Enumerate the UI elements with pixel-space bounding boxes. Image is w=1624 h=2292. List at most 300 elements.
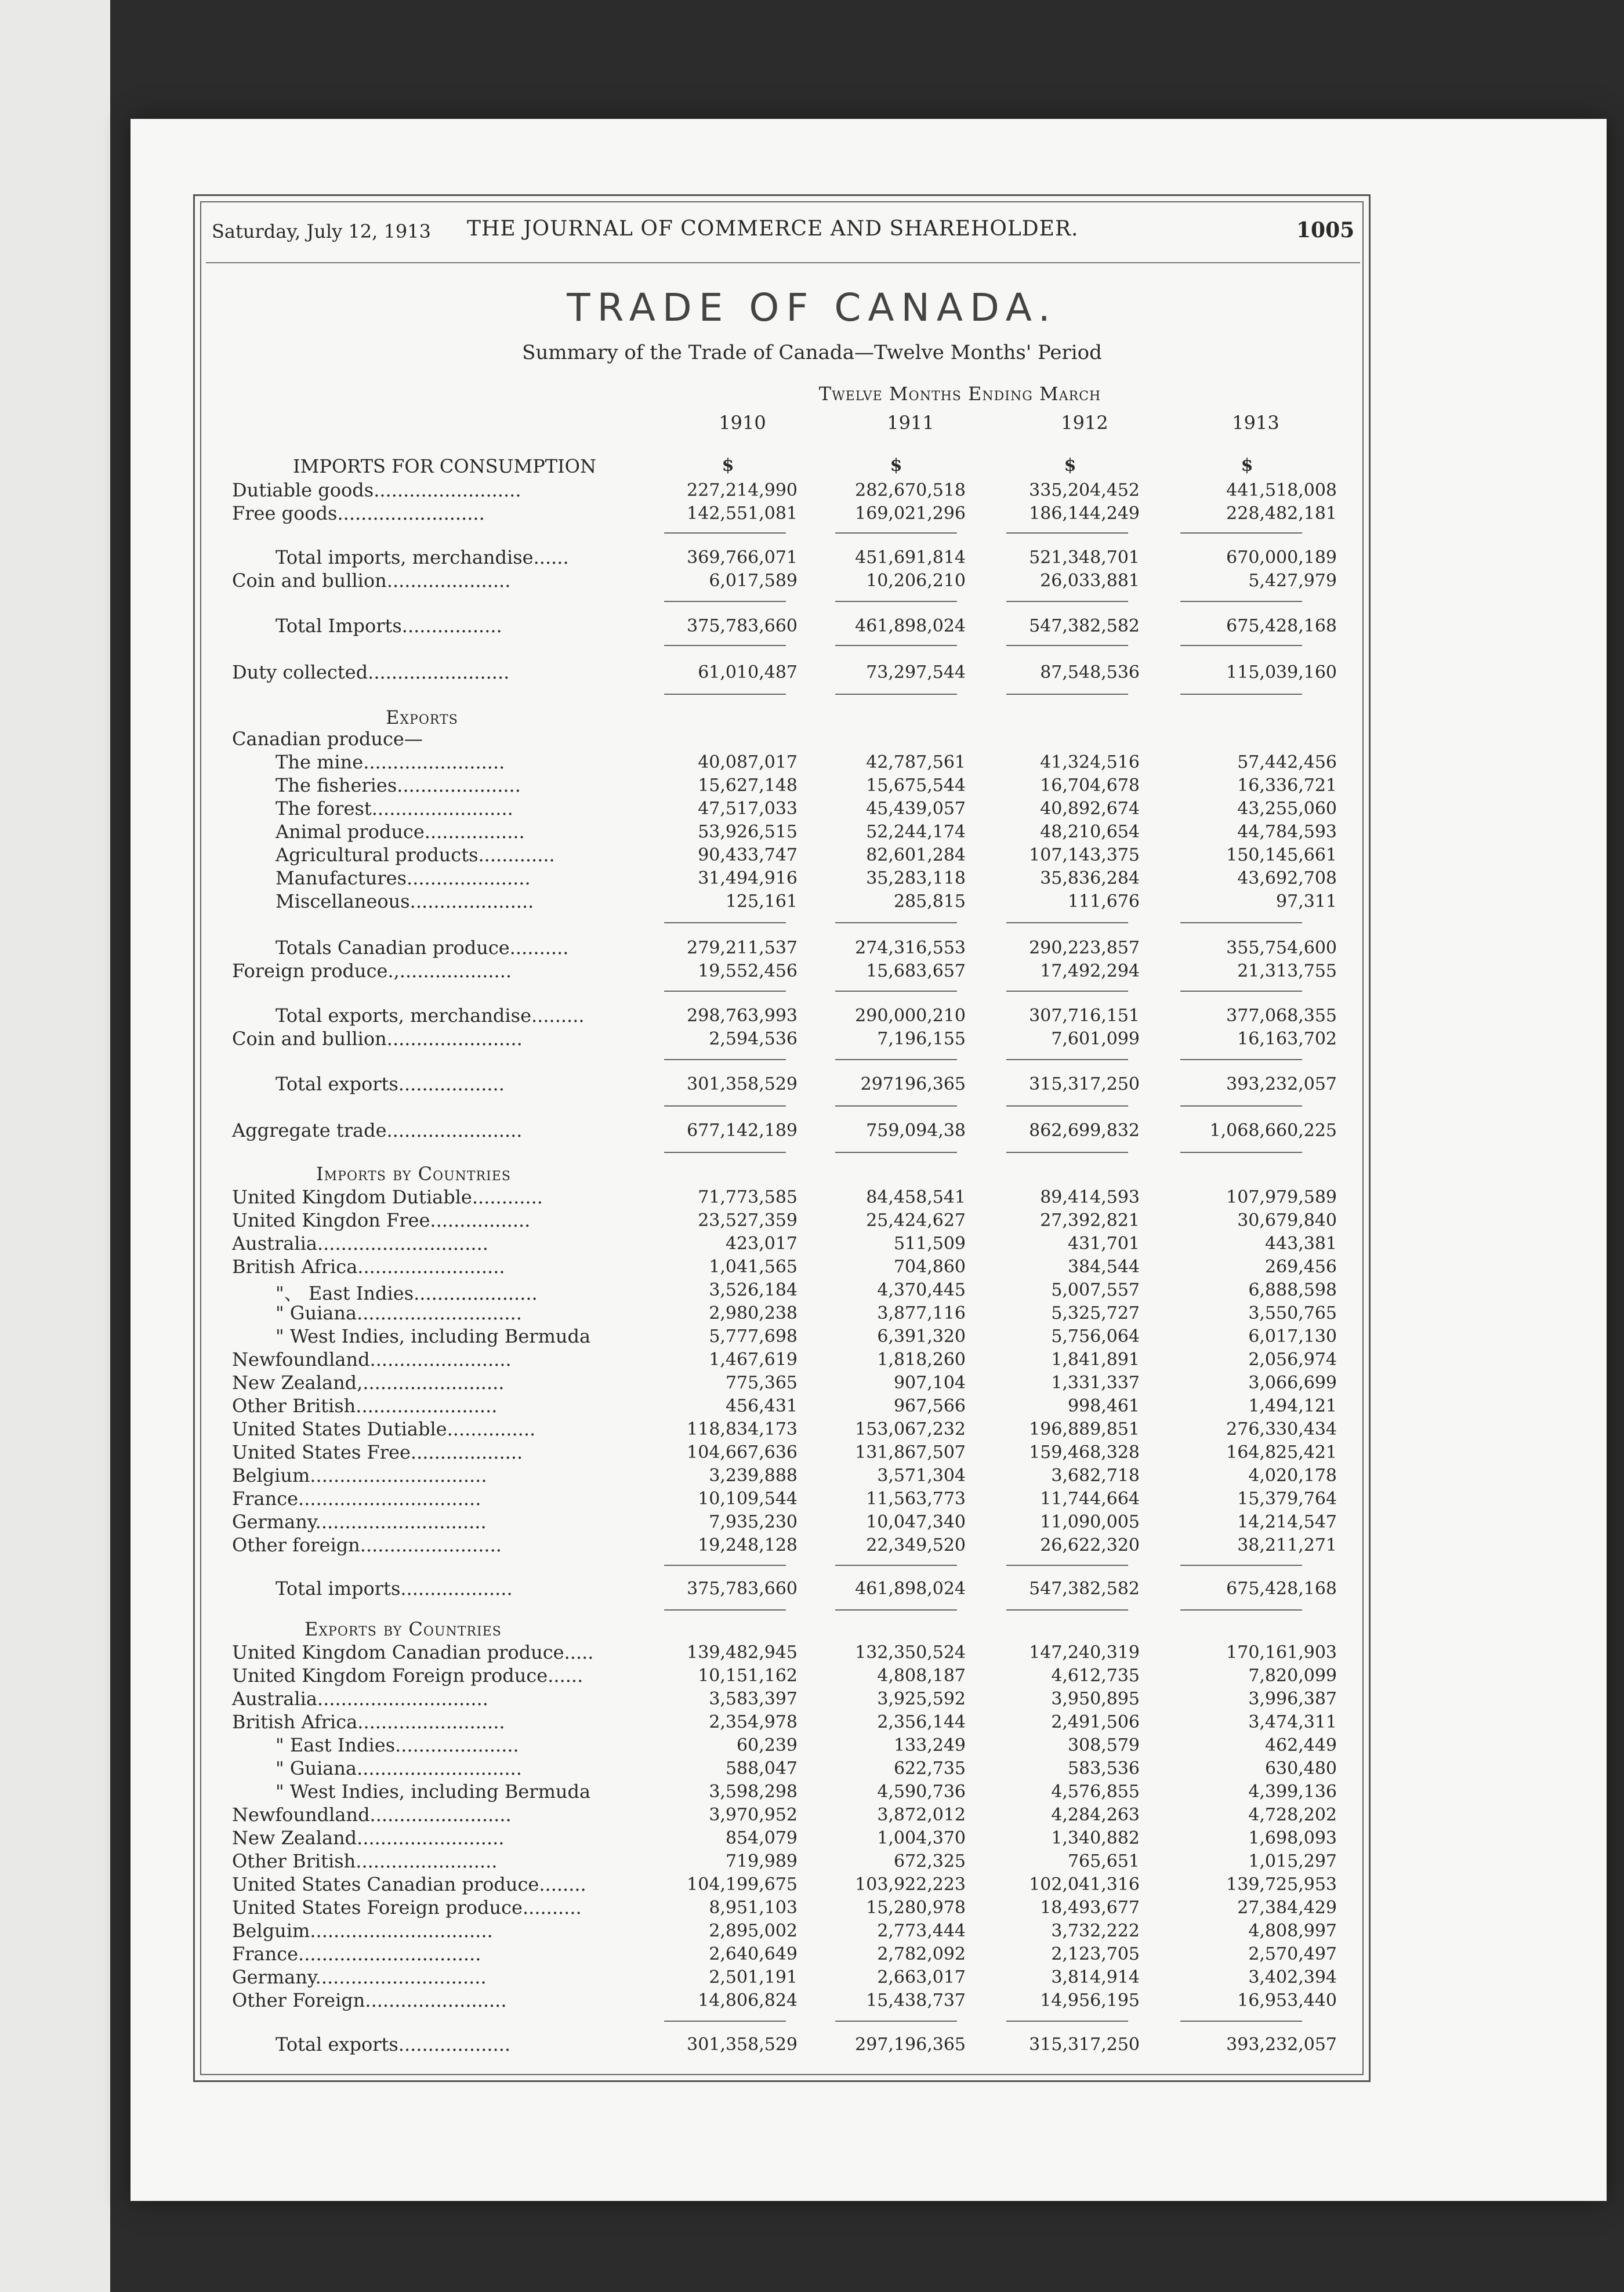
period-heading: Twelve Months Ending March: [818, 383, 1101, 405]
row-label: Miscellaneous.....................: [276, 890, 534, 912]
cell-value: 52,244,174: [866, 822, 966, 842]
cell-value: 107,979,589: [1226, 1187, 1337, 1207]
cell-value: 3,814,914: [1051, 1967, 1140, 1988]
cell-value: 111,676: [1067, 891, 1140, 912]
cell-value: 6,017,130: [1248, 1326, 1337, 1347]
row-label: Total exports..................: [276, 1073, 505, 1095]
total-rule: [835, 694, 957, 695]
row-label: France...............................: [232, 1488, 481, 1510]
cell-value: 3,970,952: [709, 1805, 798, 1825]
cell-value: 5,427,979: [1248, 571, 1337, 591]
row-label: Newfoundland........................: [232, 1804, 512, 1826]
cell-value: 115,039,160: [1226, 662, 1337, 683]
row-label: Dutiable goods.........................: [232, 479, 521, 501]
section-heading: Exports: [386, 706, 458, 728]
section-heading: Imports by Countries: [316, 1163, 511, 1185]
section-heading: Exports by Countries: [304, 1618, 502, 1640]
cell-value: 22,349,520: [866, 1535, 966, 1555]
row-label: United Kingdom Foreign produce......: [232, 1664, 583, 1687]
cell-value: 107,143,375: [1029, 845, 1140, 865]
row-label: Foreign produce.,...................: [232, 960, 512, 982]
cell-value: 25,424,627: [866, 1210, 966, 1231]
cell-value: 5,007,557: [1051, 1280, 1140, 1300]
cell-value: 521,348,701: [1029, 547, 1140, 568]
total-rule: [1180, 601, 1302, 602]
cell-value: 443,381: [1264, 1234, 1337, 1254]
cell-value: 998,461: [1067, 1396, 1140, 1416]
total-rule: [1180, 1152, 1302, 1153]
cell-value: 2,895,002: [709, 1921, 798, 1941]
cell-value: 18,493,677: [1040, 1898, 1140, 1918]
cell-value: 139,482,945: [687, 1642, 798, 1663]
cell-value: 335,204,452: [1029, 480, 1140, 501]
cell-value: 97,311: [1276, 891, 1337, 912]
cell-value: 4,399,136: [1248, 1782, 1337, 1802]
header-date: Saturday, July 12, 1913: [212, 220, 431, 242]
row-label: Total imports, merchandise......: [276, 546, 569, 568]
cell-value: 3,066,699: [1248, 1373, 1337, 1393]
cell-value: 82,601,284: [866, 845, 966, 865]
total-rule: [664, 922, 786, 923]
total-rule: [1006, 645, 1128, 646]
cell-value: 84,458,541: [866, 1187, 966, 1207]
cell-value: 169,021,296: [855, 503, 966, 524]
cell-value: 7,601,099: [1051, 1029, 1140, 1049]
cell-value: 57,442,456: [1237, 752, 1337, 773]
total-rule: [664, 645, 786, 646]
cell-value: 4,808,997: [1248, 1921, 1337, 1941]
total-rule: [1006, 1609, 1128, 1611]
cell-value: 462,449: [1264, 1735, 1337, 1756]
row-label: United States Canadian produce........: [232, 1873, 586, 1895]
cell-value: 297196,365: [860, 1074, 966, 1094]
cell-value: 775,365: [725, 1373, 798, 1393]
cell-value: 27,384,429: [1237, 1898, 1337, 1918]
cell-value: 547,382,582: [1029, 616, 1140, 636]
cell-value: 87,548,536: [1040, 662, 1140, 683]
cell-value: 3,583,397: [709, 1689, 798, 1709]
total-rule: [835, 1105, 957, 1107]
total-rule: [664, 694, 786, 695]
cell-value: 315,317,250: [1029, 2034, 1140, 2055]
cell-value: 393,232,057: [1226, 1074, 1337, 1094]
row-label: Australia.............................: [232, 1232, 488, 1254]
cell-value: 301,358,529: [687, 2034, 798, 2055]
cell-value: 61,010,487: [698, 662, 798, 683]
row-label: Australia.............................: [232, 1688, 488, 1710]
cell-value: 1,331,337: [1051, 1373, 1140, 1393]
cell-value: 276,330,434: [1226, 1419, 1337, 1439]
cell-value: 10,047,340: [866, 1512, 966, 1532]
total-rule: [1180, 694, 1302, 695]
cell-value: 142,551,081: [687, 503, 798, 524]
row-label: Manufactures.....................: [276, 867, 531, 889]
total-rule: [835, 1059, 957, 1060]
cell-value: 3,732,222: [1051, 1921, 1140, 1941]
cell-value: 27,392,821: [1040, 1210, 1140, 1231]
cell-value: 285,815: [893, 891, 966, 912]
cell-value: 5,756,064: [1051, 1326, 1140, 1347]
cell-value: 377,068,355: [1226, 1006, 1337, 1026]
cell-value: 301,358,529: [687, 1074, 798, 1094]
cell-value: 298,763,993: [687, 1006, 798, 1026]
row-label: Agricultural products.............: [276, 844, 555, 866]
cell-value: 3,682,718: [1051, 1466, 1140, 1486]
row-label: British Africa.........................: [232, 1256, 505, 1278]
row-label: Total exports...................: [276, 2033, 511, 2055]
total-rule: [1180, 2021, 1302, 2022]
header-page-number: 1005: [1296, 218, 1355, 242]
cell-value: 3,474,311: [1248, 1712, 1337, 1732]
row-label: Duty collected........................: [232, 661, 510, 683]
cell-value: 672,325: [893, 1851, 966, 1872]
row-label: The mine........................: [276, 751, 505, 773]
year-header-1913: 1913: [1232, 412, 1279, 434]
total-rule: [835, 1565, 957, 1566]
row-label: Totals Canadian produce..........: [276, 937, 569, 959]
total-rule: [1180, 1609, 1302, 1611]
total-rule: [1180, 645, 1302, 646]
total-rule: [1006, 1059, 1128, 1060]
cell-value: 104,199,675: [687, 1874, 798, 1895]
cell-value: 6,391,320: [877, 1326, 966, 1347]
cell-value: 3,877,116: [877, 1303, 966, 1323]
row-label: Belgium..............................: [232, 1464, 487, 1486]
row-label: Animal produce.................: [276, 821, 525, 843]
section-heading: IMPORTS FOR CONSUMPTION: [293, 455, 596, 477]
cell-value: 7,820,099: [1248, 1666, 1337, 1686]
row-label: New Zealand,........................: [232, 1372, 505, 1394]
row-label: Total Imports.................: [276, 615, 502, 637]
cell-value: 104,667,636: [687, 1442, 798, 1463]
cell-value: 7,196,155: [877, 1029, 966, 1049]
row-label: " East Indies.....................: [276, 1734, 519, 1756]
cell-value: 11,563,773: [866, 1489, 966, 1509]
cell-value: 308,579: [1067, 1735, 1140, 1756]
cell-value: 719,989: [725, 1851, 798, 1872]
cell-value: 3,925,592: [877, 1689, 966, 1709]
cell-value: 2,782,092: [877, 1944, 966, 1964]
cell-value: 2,663,017: [877, 1967, 966, 1988]
total-rule: [835, 991, 957, 992]
cell-value: 35,836,284: [1040, 868, 1140, 888]
cell-value: 43,255,060: [1237, 799, 1337, 819]
row-label: Total exports, merchandise.........: [276, 1004, 585, 1027]
row-label: Total imports...................: [276, 1577, 513, 1600]
cell-value: 675,428,168: [1226, 616, 1337, 636]
cell-value: 15,675,544: [866, 775, 966, 796]
year-header-1910: 1910: [719, 412, 766, 434]
total-rule: [1180, 532, 1302, 534]
cell-value: 170,161,903: [1226, 1642, 1337, 1663]
row-label: Other British........................: [232, 1850, 498, 1872]
total-rule: [835, 2021, 957, 2022]
cell-value: 11,090,005: [1040, 1512, 1140, 1532]
cell-value: 677,142,189: [687, 1120, 798, 1141]
row-label: Other British........................: [232, 1395, 498, 1417]
cell-value: 133,249: [893, 1735, 966, 1756]
cell-value: 423,017: [725, 1234, 798, 1254]
header-rule: [206, 262, 1360, 263]
cell-value: 40,087,017: [698, 752, 798, 773]
cell-value: 967,566: [893, 1396, 966, 1416]
cell-value: 3,402,394: [1248, 1967, 1337, 1988]
total-rule: [835, 922, 957, 923]
cell-value: 15,379,764: [1237, 1489, 1337, 1509]
cell-value: 290,223,857: [1029, 938, 1140, 958]
cell-value: 42,787,561: [866, 752, 966, 773]
row-label: Other Foreign........................: [232, 1989, 507, 2011]
currency-symbol: $: [890, 455, 902, 476]
cell-value: 23,527,359: [698, 1210, 798, 1231]
total-rule: [664, 1059, 786, 1060]
cell-value: 30,679,840: [1237, 1210, 1337, 1231]
cell-value: 1,841,891: [1051, 1350, 1140, 1370]
currency-symbol: $: [1064, 455, 1076, 476]
total-rule: [1006, 991, 1128, 992]
total-rule: [835, 601, 957, 602]
cell-value: 269,456: [1264, 1257, 1337, 1277]
total-rule: [664, 2021, 786, 2022]
year-header-1911: 1911: [887, 412, 934, 434]
cell-value: 355,754,600: [1226, 938, 1337, 958]
total-rule: [835, 1152, 957, 1153]
cell-value: 21,313,755: [1237, 961, 1337, 981]
cell-value: 6,888,598: [1248, 1280, 1337, 1300]
cell-value: 53,926,515: [698, 822, 798, 842]
total-rule: [1006, 1105, 1128, 1107]
cell-value: 375,783,660: [687, 1579, 798, 1599]
cell-value: 384,544: [1067, 1257, 1140, 1277]
total-rule: [1006, 1565, 1128, 1566]
cell-value: 1,068,660,225: [1209, 1120, 1337, 1141]
cell-value: 907,104: [893, 1373, 966, 1393]
cell-value: 862,699,832: [1029, 1120, 1140, 1141]
total-rule: [1180, 991, 1302, 992]
cell-value: 4,020,178: [1248, 1466, 1337, 1486]
total-rule: [835, 1609, 957, 1611]
cell-value: 431,701: [1067, 1234, 1140, 1254]
cell-value: 315,317,250: [1029, 1074, 1140, 1094]
cell-value: 3,526,184: [709, 1280, 798, 1300]
cell-value: 1,004,370: [877, 1828, 966, 1848]
cell-value: 630,480: [1264, 1758, 1337, 1779]
cell-value: 2,491,506: [1051, 1712, 1140, 1732]
cell-value: 3,872,012: [877, 1805, 966, 1825]
cell-value: 60,239: [737, 1735, 798, 1756]
cell-value: 369,766,071: [687, 547, 798, 568]
cell-value: 441,518,008: [1226, 480, 1337, 501]
cell-value: 2,594,536: [709, 1029, 798, 1049]
cell-value: 153,067,232: [855, 1419, 966, 1439]
cell-value: 547,382,582: [1029, 1579, 1140, 1599]
cell-value: 43,692,708: [1237, 868, 1337, 888]
cell-value: 2,570,497: [1248, 1944, 1337, 1964]
cell-value: 3,550,765: [1248, 1303, 1337, 1323]
total-rule: [664, 1152, 786, 1153]
cell-value: 103,922,223: [855, 1874, 966, 1895]
cell-value: 19,552,456: [698, 961, 798, 981]
cell-value: 2,056,974: [1248, 1350, 1337, 1370]
cell-value: 670,000,189: [1226, 547, 1337, 568]
cell-value: 1,818,260: [877, 1350, 966, 1370]
total-rule: [664, 1565, 786, 1566]
cell-value: 393,232,057: [1226, 2034, 1337, 2055]
row-label: Aggregate trade.......................: [232, 1119, 523, 1141]
cell-value: 456,431: [725, 1396, 798, 1416]
cell-value: 2,501,191: [709, 1967, 798, 1988]
cell-value: 90,433,747: [698, 845, 798, 865]
total-rule: [1006, 532, 1128, 534]
cell-value: 73,297,544: [866, 662, 966, 683]
cell-value: 6,017,589: [709, 571, 798, 591]
cell-value: 40,892,674: [1040, 799, 1140, 819]
total-rule: [1180, 1059, 1302, 1060]
cell-value: 71,773,585: [698, 1187, 798, 1207]
cell-value: 588,047: [725, 1758, 798, 1779]
cell-value: 38,211,271: [1237, 1535, 1337, 1555]
cell-value: 11,744,664: [1040, 1489, 1140, 1509]
row-label: United Kingdom Dutiable............: [232, 1186, 543, 1208]
total-rule: [1180, 922, 1302, 923]
row-label: Coin and bullion.......................: [232, 1028, 523, 1050]
cell-value: 89,414,593: [1040, 1187, 1140, 1207]
total-rule: [835, 645, 957, 646]
total-rule: [664, 1105, 786, 1107]
total-rule: [664, 601, 786, 602]
cell-value: 150,145,661: [1226, 845, 1337, 865]
cell-value: 1,467,619: [709, 1350, 798, 1370]
cell-value: 16,163,702: [1237, 1029, 1337, 1049]
cell-value: 4,284,263: [1051, 1805, 1140, 1825]
cell-value: 118,834,173: [687, 1419, 798, 1439]
cell-value: 4,370,445: [877, 1280, 966, 1300]
cell-value: 26,622,320: [1040, 1535, 1140, 1555]
cell-value: 307,716,151: [1029, 1006, 1140, 1026]
cell-value: 1,494,121: [1248, 1396, 1337, 1416]
total-rule: [1180, 1565, 1302, 1566]
row-label: New Zealand.........................: [232, 1827, 505, 1849]
cell-value: 228,482,181: [1226, 503, 1337, 524]
currency-symbol: $: [722, 455, 734, 476]
total-rule: [664, 532, 786, 534]
cell-value: 4,590,736: [877, 1782, 966, 1802]
cell-value: 15,280,978: [866, 1898, 966, 1918]
cell-value: 102,041,316: [1029, 1874, 1140, 1895]
cell-value: 15,683,657: [866, 961, 966, 981]
row-label: "、 East Indies.....................: [276, 1282, 538, 1304]
total-rule: [664, 1609, 786, 1611]
cell-value: 139,725,953: [1226, 1874, 1337, 1895]
row-label: " West Indies, including Bermuda: [276, 1780, 591, 1803]
cell-value: 125,161: [725, 891, 798, 912]
cell-value: 8,951,103: [709, 1898, 798, 1918]
cell-value: 3,239,888: [709, 1466, 798, 1486]
cell-value: 765,651: [1067, 1851, 1140, 1872]
cell-value: 2,980,238: [709, 1303, 798, 1323]
row-label: The fisheries.....................: [276, 774, 521, 796]
cell-value: 131,867,507: [855, 1442, 966, 1463]
cell-value: 461,898,024: [855, 1579, 966, 1599]
cell-value: 196,889,851: [1029, 1419, 1140, 1439]
cell-value: 16,336,721: [1237, 775, 1337, 796]
cell-value: 461,898,024: [855, 616, 966, 636]
cell-value: 2,640,649: [709, 1944, 798, 1964]
cell-value: 147,240,319: [1029, 1642, 1140, 1663]
row-label: British Africa.........................: [232, 1711, 505, 1733]
cell-value: 290,000,210: [855, 1006, 966, 1026]
cell-value: 4,612,735: [1051, 1666, 1140, 1686]
cell-value: 159,468,328: [1029, 1442, 1140, 1463]
cell-value: 132,350,524: [855, 1642, 966, 1663]
row-label: Canadian produce—: [232, 728, 423, 750]
cell-value: 2,356,144: [877, 1712, 966, 1732]
cell-value: 2,123,705: [1051, 1944, 1140, 1964]
row-label: United States Free...................: [232, 1441, 523, 1463]
page-title: TRADE OF CANADA.: [567, 285, 1057, 330]
cell-value: 45,439,057: [866, 799, 966, 819]
cell-value: 227,214,990: [687, 480, 798, 501]
row-label: Germany.............................: [232, 1511, 487, 1533]
total-rule: [1006, 922, 1128, 923]
cell-value: 14,214,547: [1237, 1512, 1337, 1532]
page-subtitle: Summary of the Trade of Canada—Twelve Months' Period: [522, 341, 1102, 364]
cell-value: 3,950,895: [1051, 1689, 1140, 1709]
cell-value: 41,324,516: [1040, 752, 1140, 773]
cell-value: 759,094,38: [866, 1120, 966, 1141]
cell-value: 2,354,978: [709, 1712, 798, 1732]
cell-value: 5,325,727: [1051, 1303, 1140, 1323]
cell-value: 4,808,187: [877, 1666, 966, 1686]
total-rule: [1006, 2021, 1128, 2022]
cell-value: 10,109,544: [698, 1489, 798, 1509]
cell-value: 10,151,162: [698, 1666, 798, 1686]
cell-value: 3,996,387: [1248, 1689, 1337, 1709]
cell-value: 3,571,304: [877, 1466, 966, 1486]
cell-value: 297,196,365: [855, 2034, 966, 2055]
row-label: Belguim...............................: [232, 1920, 493, 1942]
cell-value: 5,777,698: [709, 1326, 798, 1347]
total-rule: [1006, 601, 1128, 602]
cell-value: 4,576,855: [1051, 1782, 1140, 1802]
cell-value: 16,953,440: [1237, 1990, 1337, 2011]
row-label: " Guiana............................: [276, 1302, 522, 1324]
cell-value: 274,316,553: [855, 938, 966, 958]
total-rule: [1006, 1152, 1128, 1153]
cell-value: 48,210,654: [1040, 822, 1140, 842]
year-header-1912: 1912: [1061, 412, 1108, 434]
row-label: " Guiana............................: [276, 1757, 522, 1779]
cell-value: 2,773,444: [877, 1921, 966, 1941]
row-label: France...............................: [232, 1943, 481, 1965]
cell-value: 704,860: [893, 1257, 966, 1277]
cell-value: 3,598,298: [709, 1782, 798, 1802]
row-label: The forest........................: [276, 797, 513, 819]
cell-value: 164,825,421: [1226, 1442, 1337, 1463]
total-rule: [664, 991, 786, 992]
cell-value: 1,698,093: [1248, 1828, 1337, 1848]
cell-value: 622,735: [893, 1758, 966, 1779]
cell-value: 186,144,249: [1029, 503, 1140, 524]
header-journal-name: THE JOURNAL OF COMMERCE AND SHAREHOLDER.: [467, 217, 1079, 241]
row-label: United States Dutiable...............: [232, 1418, 536, 1440]
cell-value: 47,517,033: [698, 799, 798, 819]
total-rule: [1006, 694, 1128, 695]
cell-value: 375,783,660: [687, 616, 798, 636]
total-rule: [1180, 1105, 1302, 1107]
total-rule: [835, 532, 957, 534]
cell-value: 1,340,882: [1051, 1828, 1140, 1848]
